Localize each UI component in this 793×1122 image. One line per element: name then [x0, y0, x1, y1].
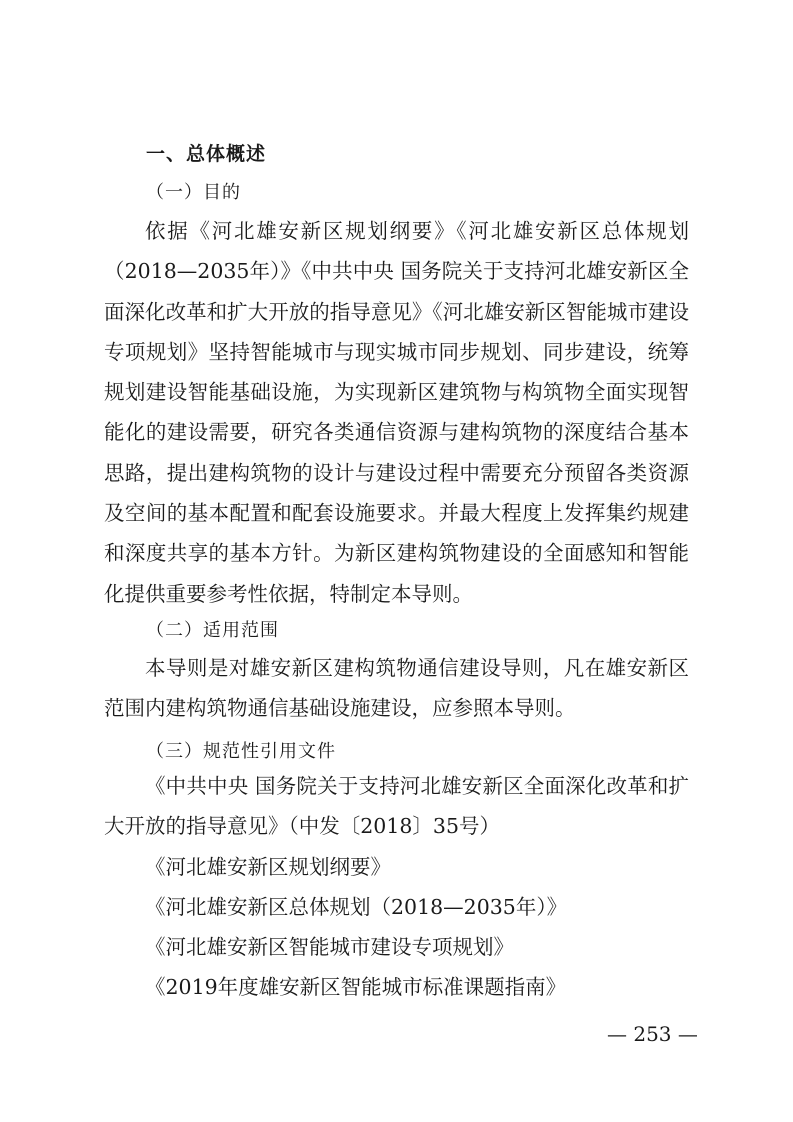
- reference-item: 《2019年度雄安新区智能城市标准课题指南》: [145, 975, 567, 1000]
- reference-item: 《河北雄安新区总体规划（2018—2035年）》: [145, 894, 568, 919]
- scope-heading: （二）适用范围: [146, 620, 279, 641]
- purpose-heading: （一）目的: [146, 182, 241, 203]
- scope-paragraph: 本导则是对雄安新区建构筑物通信建设导则，凡在雄安新区范围内建构筑物通信基础设施建设，应参照本导则。: [104, 656, 689, 721]
- reference-item: 《河北雄安新区智能城市建设专项规划》: [145, 935, 514, 960]
- reference-item: 《中共中央 国务院关于支持河北雄安新区全面深化改革和扩大开放的指导意见》（中发〔2018〕35号）: [104, 774, 689, 839]
- purpose-paragraph: 依据《河北雄安新区规划纲要》《河北雄安新区总体规划（2018—2035年）》《中共中央 国务院关于支持河北雄安新区全面深化改革和扩大开放的指导意见》《河北雄安新区智能城市建设专项规划》坚持智能城市与现实城市同步规划、同步建设，统筹规划建设智能基础设施，为实现新区建筑物与构筑物全面实现智能化的建设需要，研究各类通信资源与建构筑物的深度结合基本思路，提出建构筑物的设计与建设过程中需要充分预留各类资源及空间的基本配置和配套设施要求。并最大程度上发挥集约规建和深度共享的基本方针。为新区建构筑物建设的全面感知和智能化提供重要参考性依据，特制定本导则。: [104, 219, 689, 606]
- reference-item: 《河北雄安新区规划纲要》: [145, 854, 391, 879]
- references-heading: （三）规范性引用文件: [146, 741, 336, 762]
- references-list: [104, 766, 689, 1008]
- section-title: 一、总体概述: [146, 143, 267, 165]
- page-number: — 253 —: [607, 1022, 698, 1046]
